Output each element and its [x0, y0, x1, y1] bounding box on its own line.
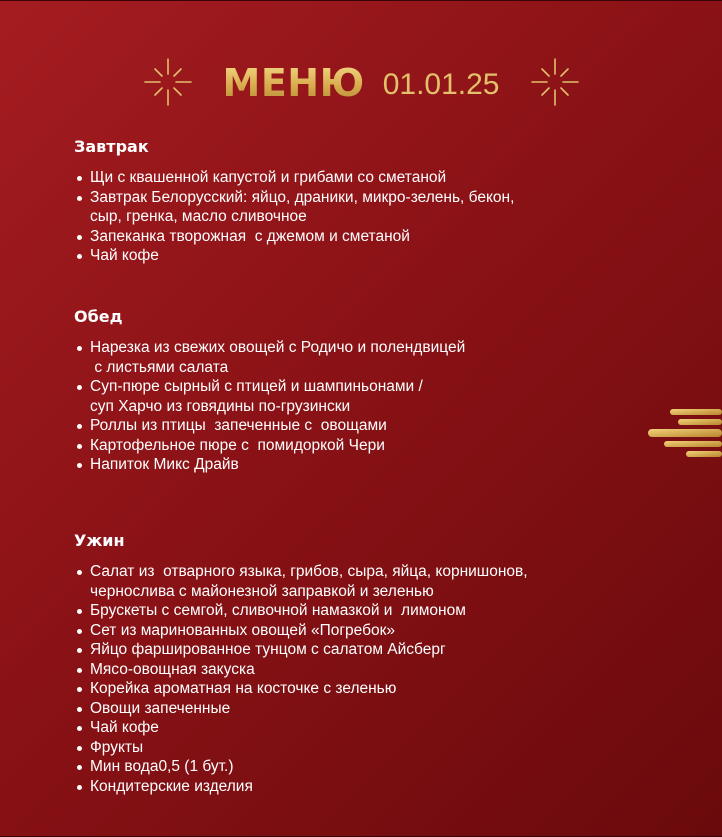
list-item: Фрукты	[74, 738, 528, 758]
menu-date: 01.01.25	[382, 68, 500, 101]
list-item: Суп-пюре сырный с птицей и шампиньонами / суп Харчо из говядины по-грузински	[74, 377, 465, 416]
list-item: Напиток Микс Драйв	[74, 455, 465, 475]
list-item: Салат из отварного языка, грибов, сыра, яйца, корнишонов, чернослива с майонезной заправкой и зеленью	[74, 562, 528, 601]
list-item: Овощи запеченные	[74, 699, 528, 719]
list-item: Яйцо фаршированное тунцом с салатом Айсберг	[74, 640, 528, 660]
breakfast-list	[74, 168, 514, 266]
list-item: Мин вода0,5 (1 бут.)	[74, 757, 528, 777]
lunch-list	[74, 338, 465, 475]
dinner-section	[74, 531, 528, 796]
dinner-list	[74, 562, 528, 796]
menu-title: МЕНЮ	[222, 61, 365, 105]
list-item: Мясо-овощная закуска	[74, 660, 528, 680]
list-item: Запеканка творожная с джемом и сметаной	[74, 227, 514, 247]
list-item: Брускеты с семгой, сливочной намазкой и лимоном	[74, 601, 528, 621]
list-item: Чай кофе	[74, 718, 528, 738]
list-item: Сет из маринованных овощей «Погребок»	[74, 621, 528, 641]
section-title: Обед	[74, 307, 123, 326]
list-item: Картофельное пюре с помидоркой Чери	[74, 436, 465, 456]
list-item: Щи с квашенной капустой и грибами со сметаной	[74, 168, 514, 188]
list-item: Роллы из птицы запеченные с овощами	[74, 416, 465, 436]
section-title: Ужин	[74, 531, 125, 550]
list-item: Корейка ароматная на косточке с зеленью	[74, 679, 528, 699]
cloud-ornament-icon	[648, 406, 722, 460]
lunch-section	[74, 307, 465, 475]
sparkle-icon	[530, 57, 580, 107]
menu-header	[0, 57, 722, 109]
list-item: Завтрак Белорусский: яйцо, драники, микро-зелень, бекон, сыр, гренка, масло сливочное	[74, 188, 514, 227]
section-title: Завтрак	[74, 137, 149, 156]
breakfast-section	[74, 137, 514, 266]
list-item: Чай кофе	[74, 246, 514, 266]
list-item: Нарезка из свежих овощей с Родичо и полендвицей с листьями салата	[74, 338, 465, 377]
list-item: Кондитерские изделия	[74, 777, 528, 797]
